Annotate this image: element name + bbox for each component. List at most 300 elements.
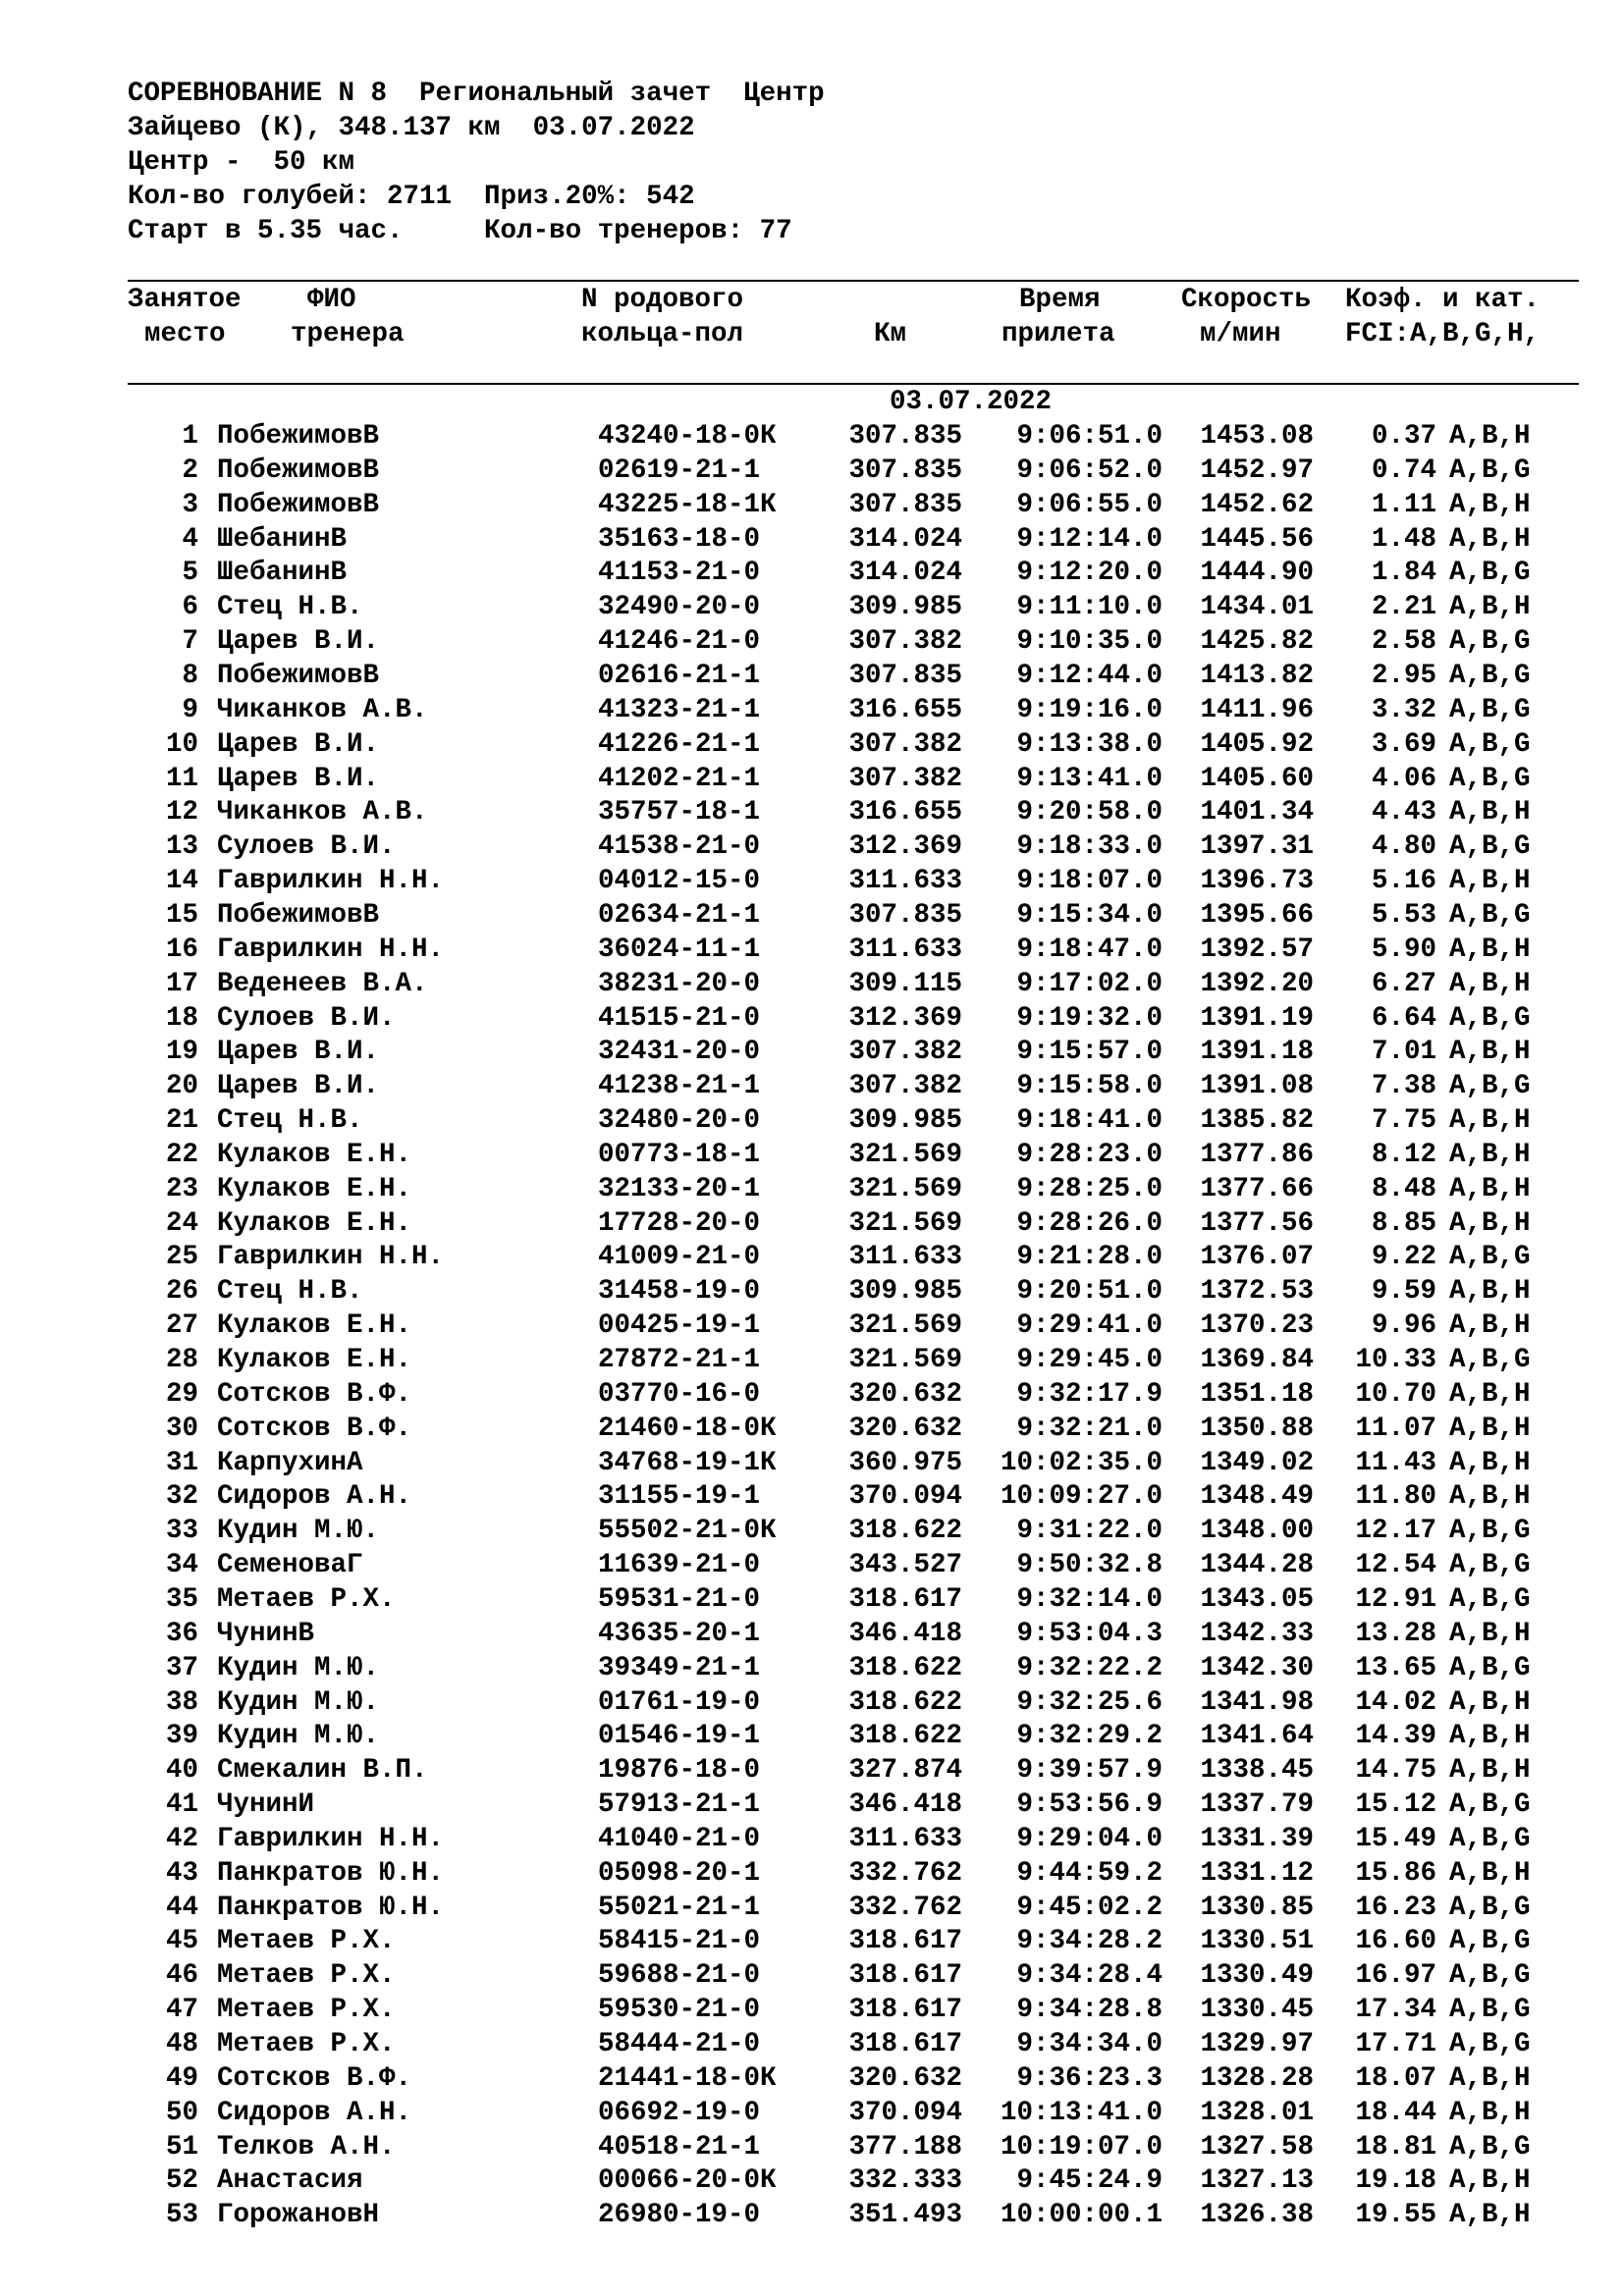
place-cell: 7 (182, 626, 198, 658)
speed-cell: 1377.66 (1200, 1173, 1314, 1204)
col-name-header-1: ФИО (307, 285, 356, 315)
place-cell: 18 (165, 1002, 198, 1034)
trainer-cell: Кулаков Е.Н. (217, 1173, 412, 1204)
speed-cell: 1376.07 (1200, 1242, 1314, 1273)
table-header-rule (128, 383, 1579, 385)
trainer-cell: КарпухинА (217, 1447, 363, 1478)
ring-cell: 19876-18-0 (598, 1755, 761, 1787)
coefficient-cell: 2.21 (1371, 592, 1436, 623)
place-cell: 29 (165, 1378, 198, 1410)
place-cell: 11 (165, 763, 198, 794)
speed-cell: 1342.33 (1200, 1618, 1314, 1649)
ring-cell: 32480-20-0 (598, 1105, 761, 1136)
arrival-cell: 9:20:58.0 (1016, 797, 1163, 828)
col-ring-header-2: кольца-пол (581, 319, 744, 349)
place-cell: 48 (165, 2028, 198, 2059)
category-cell: A,B,H (1449, 523, 1531, 555)
ring-cell: 41538-21-0 (598, 831, 761, 863)
ring-cell: 03770-16-0 (598, 1378, 761, 1410)
arrival-cell: 9:17:02.0 (1016, 968, 1163, 999)
distance-cell: 309.985 (848, 1105, 962, 1136)
arrival-cell: 9:15:57.0 (1016, 1037, 1163, 1068)
category-cell: A,B,G (1449, 1583, 1531, 1615)
category-cell: A,B,H (1449, 1173, 1531, 1204)
trainer-cell: ПобежимовВ (217, 421, 380, 452)
col-speed-header-1: Скорость (1181, 285, 1312, 315)
table-row (0, 2163, 1624, 2198)
distance-cell: 316.655 (848, 797, 962, 828)
trainer-cell: Кудин М.Ю. (217, 1516, 380, 1547)
arrival-cell: 9:18:41.0 (1016, 1105, 1163, 1136)
ring-cell: 32431-20-0 (598, 1037, 761, 1068)
coefficient-cell: 7.38 (1371, 1071, 1436, 1102)
ring-cell: 36024-11-1 (598, 934, 761, 965)
distance-cell: 307.835 (848, 454, 962, 486)
arrival-cell: 9:12:14.0 (1016, 523, 1163, 555)
ring-cell: 43240-18-0К (598, 421, 777, 452)
ring-cell: 17728-20-0 (598, 1207, 761, 1239)
ring-cell: 31155-19-1 (598, 1481, 761, 1513)
place-cell: 49 (165, 2062, 198, 2094)
table-row (0, 1788, 1624, 1822)
trainer-cell: Стец Н.В. (217, 1105, 363, 1136)
arrival-cell: 9:32:14.0 (1016, 1583, 1163, 1615)
place-cell: 46 (165, 1960, 198, 1992)
ring-cell: 38231-20-0 (598, 968, 761, 999)
distance-cell: 309.985 (848, 592, 962, 623)
arrival-cell: 9:20:51.0 (1016, 1276, 1163, 1308)
speed-cell: 1329.97 (1200, 2028, 1314, 2059)
coefficient-cell: 13.65 (1355, 1652, 1436, 1683)
coefficient-cell: 18.07 (1355, 2062, 1436, 2094)
distance-cell: 318.617 (848, 1926, 962, 1957)
distance-cell: 343.527 (848, 1550, 962, 1580)
arrival-cell: 9:29:04.0 (1016, 1823, 1163, 1854)
ring-cell: 43635-20-1 (598, 1618, 761, 1649)
coefficient-cell: 16.60 (1355, 1926, 1436, 1957)
ring-cell: 35757-18-1 (598, 797, 761, 828)
category-cell: A,B,G (1449, 763, 1531, 794)
distance-cell: 311.633 (848, 866, 962, 896)
speed-cell: 1391.18 (1200, 1037, 1314, 1068)
distance-cell: 307.382 (848, 763, 962, 794)
table-row (0, 1617, 1624, 1651)
col-ring-header-1: N родового (581, 285, 744, 315)
trainer-cell: Телков А.Н. (217, 2131, 396, 2163)
trainer-cell: Гаврилкин Н.Н. (217, 1823, 445, 1854)
place-cell: 31 (165, 1447, 198, 1478)
table-row (0, 1103, 1624, 1138)
col-time-header-1: Время (1019, 285, 1101, 315)
place-cell: 53 (165, 2200, 198, 2231)
competition-title: СОРЕВНОВАНИЕ N 8 Региональный зачет Центр (128, 79, 825, 109)
category-cell: A,B,G (1449, 1926, 1531, 1957)
speed-cell: 1444.90 (1200, 558, 1314, 589)
distance-cell: 320.632 (848, 1378, 962, 1410)
category-cell: A,B,G (1449, 1652, 1531, 1683)
trainer-cell: Панкратов Ю.Н. (217, 1857, 445, 1889)
ring-cell: 41040-21-0 (598, 1823, 761, 1854)
category-cell: A,B,H (1449, 1207, 1531, 1239)
place-cell: 23 (165, 1173, 198, 1204)
trainer-cell: Смекалин В.П. (217, 1755, 428, 1787)
coefficient-cell: 14.02 (1355, 1686, 1436, 1718)
category-cell: A,B,H (1449, 1105, 1531, 1136)
category-cell: A,B,H (1449, 968, 1531, 999)
distance-cell: 360.975 (848, 1447, 962, 1478)
coefficient-cell: 10.33 (1355, 1345, 1436, 1375)
ring-cell: 41246-21-0 (598, 626, 761, 658)
table-row (0, 1274, 1624, 1308)
col-coef-header-2: FCI:A,B,G,H, (1345, 319, 1541, 349)
place-cell: 21 (165, 1105, 198, 1136)
place-cell: 50 (165, 2097, 198, 2128)
speed-cell: 1453.08 (1200, 421, 1314, 452)
place-cell: 8 (182, 661, 198, 691)
speed-cell: 1341.64 (1200, 1721, 1314, 1752)
category-cell: A,B,H (1449, 2062, 1531, 2094)
arrival-cell: 9:29:45.0 (1016, 1345, 1163, 1375)
arrival-cell: 9:32:21.0 (1016, 1413, 1163, 1444)
distance-cell: 370.094 (848, 1481, 962, 1513)
trainer-cell: Метаев Р.Х. (217, 1995, 396, 2026)
distance-cell: 332.762 (848, 1857, 962, 1889)
category-cell: A,B,G (1449, 1550, 1531, 1580)
speed-cell: 1328.01 (1200, 2097, 1314, 2128)
speed-cell: 1330.85 (1200, 1892, 1314, 1923)
speed-cell: 1343.05 (1200, 1583, 1314, 1615)
ring-cell: 41226-21-1 (598, 728, 761, 760)
place-cell: 6 (182, 592, 198, 623)
arrival-cell: 9:15:34.0 (1016, 899, 1163, 931)
place-cell: 44 (165, 1892, 198, 1923)
trainer-cell: Гаврилкин Н.Н. (217, 866, 445, 896)
distance-cell: 321.569 (848, 1139, 962, 1170)
ring-cell: 41009-21-0 (598, 1242, 761, 1273)
distance-cell: 318.617 (848, 1995, 962, 2026)
distance-cell: 318.622 (848, 1721, 962, 1752)
coefficient-cell: 17.34 (1355, 1995, 1436, 2026)
coefficient-cell: 1.48 (1371, 523, 1436, 555)
col-name-header-2: тренера (291, 319, 405, 349)
table-row (0, 1924, 1624, 1958)
arrival-cell: 9:18:47.0 (1016, 934, 1163, 965)
table-row (0, 864, 1624, 898)
arrival-cell: 9:10:35.0 (1016, 626, 1163, 658)
arrival-cell: 9:34:28.4 (1016, 1960, 1163, 1992)
place-cell: 51 (165, 2131, 198, 2163)
arrival-cell: 9:12:44.0 (1016, 661, 1163, 691)
category-cell: A,B,G (1449, 1242, 1531, 1273)
trainer-cell: Метаев Р.Х. (217, 1926, 396, 1957)
coefficient-cell: 16.97 (1355, 1960, 1436, 1992)
distance-cell: 307.835 (848, 661, 962, 691)
trainer-cell: Сидоров А.Н. (217, 2097, 412, 2128)
ring-cell: 31458-19-0 (598, 1276, 761, 1308)
arrival-cell: 9:32:25.6 (1016, 1686, 1163, 1718)
arrival-cell: 9:12:20.0 (1016, 558, 1163, 589)
trainer-cell: Кулаков Е.Н. (217, 1139, 412, 1170)
birds-count-line: Кол-во голубей: 2711 Приз.20%: 542 (128, 182, 695, 212)
distance-cell: 370.094 (848, 2097, 962, 2128)
coefficient-cell: 14.75 (1355, 1755, 1436, 1787)
place-cell: 52 (165, 2165, 198, 2197)
speed-cell: 1330.45 (1200, 1995, 1314, 2026)
place-cell: 40 (165, 1755, 198, 1787)
speed-cell: 1392.57 (1200, 934, 1314, 965)
arrival-cell: 9:28:25.0 (1016, 1173, 1163, 1204)
place-cell: 24 (165, 1207, 198, 1239)
ring-cell: 41153-21-0 (598, 558, 761, 589)
arrival-cell: 9:34:28.2 (1016, 1926, 1163, 1957)
speed-cell: 1350.88 (1200, 1413, 1314, 1444)
distance-cell: 332.333 (848, 2165, 962, 2197)
table-row (0, 2027, 1624, 2061)
coefficient-cell: 7.75 (1371, 1105, 1436, 1136)
category-cell: A,B,G (1449, 626, 1531, 658)
coefficient-cell: 14.39 (1355, 1721, 1436, 1752)
speed-cell: 1391.08 (1200, 1071, 1314, 1102)
category-cell: A,B,G (1449, 694, 1531, 725)
arrival-cell: 10:09:27.0 (1000, 1481, 1163, 1513)
ring-cell: 57913-21-1 (598, 1789, 761, 1820)
table-row (0, 659, 1624, 693)
table-row (0, 2130, 1624, 2164)
arrival-cell: 9:18:07.0 (1016, 866, 1163, 896)
arrival-cell: 9:15:58.0 (1016, 1071, 1163, 1102)
trainer-cell: Анастасия (217, 2165, 363, 2197)
table-row (0, 2096, 1624, 2130)
table-row (0, 829, 1624, 864)
coefficient-cell: 12.17 (1355, 1516, 1436, 1547)
trainer-cell: Царев В.И. (217, 763, 380, 794)
trainer-cell: Кудин М.Ю. (217, 1721, 380, 1752)
speed-cell: 1331.39 (1200, 1823, 1314, 1854)
category-cell: A,B,H (1449, 1139, 1531, 1170)
category-cell: A,B,G (1449, 1345, 1531, 1375)
coefficient-cell: 19.55 (1355, 2200, 1436, 2231)
coefficient-cell: 15.12 (1355, 1789, 1436, 1820)
table-row (0, 1753, 1624, 1788)
start-line: Старт в 5.35 час. Кол-во тренеров: 77 (128, 216, 792, 246)
category-cell: A,B,G (1449, 454, 1531, 486)
distance-cell: 307.382 (848, 1037, 962, 1068)
trainer-cell: Сотсков В.Ф. (217, 1378, 412, 1410)
arrival-cell: 9:50:32.8 (1016, 1550, 1163, 1580)
distance-cell: 314.024 (848, 523, 962, 555)
speed-cell: 1401.34 (1200, 797, 1314, 828)
place-cell: 30 (165, 1413, 198, 1444)
place-cell: 1 (182, 421, 198, 452)
table-row (0, 1548, 1624, 1582)
place-cell: 27 (165, 1310, 198, 1342)
speed-cell: 1326.38 (1200, 2200, 1314, 2231)
category-cell: A,B,H (1449, 1276, 1531, 1308)
arrival-cell: 9:32:17.9 (1016, 1378, 1163, 1410)
table-row (0, 1377, 1624, 1412)
ring-cell: 04012-15-0 (598, 866, 761, 896)
coefficient-cell: 3.32 (1371, 694, 1436, 725)
place-cell: 35 (165, 1583, 198, 1615)
category-cell: A,B,H (1449, 592, 1531, 623)
table-row (0, 1308, 1624, 1343)
table-top-rule (128, 280, 1579, 282)
distance-cell: 312.369 (848, 831, 962, 863)
coefficient-cell: 15.49 (1355, 1823, 1436, 1854)
trainer-cell: Царев В.И. (217, 626, 380, 658)
trainer-cell: Царев В.И. (217, 1071, 380, 1102)
table-row (0, 898, 1624, 933)
category-cell: A,B,H (1449, 1413, 1531, 1444)
place-cell: 5 (182, 558, 198, 589)
category-cell: A,B,H (1449, 421, 1531, 452)
ring-cell: 58444-21-0 (598, 2028, 761, 2059)
trainer-cell: Кулаков Е.Н. (217, 1310, 412, 1342)
distance-cell: 311.633 (848, 1242, 962, 1273)
distance-cell: 321.569 (848, 1173, 962, 1204)
place-cell: 45 (165, 1926, 198, 1957)
ring-cell: 21460-18-0К (598, 1413, 777, 1444)
table-row (0, 1822, 1624, 1856)
arrival-cell: 9:53:56.9 (1016, 1789, 1163, 1820)
category-cell: A,B,H (1449, 1857, 1531, 1889)
speed-cell: 1370.23 (1200, 1310, 1314, 1342)
trainer-cell: ПобежимовВ (217, 899, 380, 931)
trainer-cell: ГорожановН (217, 2200, 380, 2231)
ring-cell: 01761-19-0 (598, 1686, 761, 1718)
arrival-cell: 9:06:52.0 (1016, 454, 1163, 486)
arrival-cell: 10:02:35.0 (1000, 1447, 1163, 1478)
category-cell: A,B,H (1449, 2097, 1531, 2128)
arrival-cell: 9:06:51.0 (1016, 421, 1163, 452)
trainer-cell: Метаев Р.Х. (217, 1583, 396, 1615)
speed-cell: 1348.49 (1200, 1481, 1314, 1513)
speed-cell: 1445.56 (1200, 523, 1314, 555)
speed-cell: 1351.18 (1200, 1378, 1314, 1410)
trainer-cell: Сотсков В.Ф. (217, 2062, 412, 2094)
speed-cell: 1337.79 (1200, 1789, 1314, 1820)
coefficient-cell: 12.54 (1355, 1550, 1436, 1580)
arrival-cell: 9:34:34.0 (1016, 2028, 1163, 2059)
place-cell: 47 (165, 1995, 198, 2026)
place-cell: 22 (165, 1139, 198, 1170)
arrival-cell: 9:28:23.0 (1016, 1139, 1163, 1170)
ring-cell: 41515-21-0 (598, 1002, 761, 1034)
arrival-cell: 9:13:38.0 (1016, 728, 1163, 760)
arrival-cell: 9:21:28.0 (1016, 1242, 1163, 1273)
trainer-cell: Гаврилкин Н.Н. (217, 1242, 445, 1273)
speed-cell: 1452.97 (1200, 454, 1314, 486)
trainer-cell: Кудин М.Ю. (217, 1686, 380, 1718)
speed-cell: 1328.28 (1200, 2062, 1314, 2094)
trainer-cell: СеменоваГ (217, 1550, 363, 1580)
trainer-cell: ПобежимовВ (217, 489, 380, 520)
speed-cell: 1338.45 (1200, 1755, 1314, 1787)
distance-cell: 321.569 (848, 1310, 962, 1342)
trainer-cell: Сотсков В.Ф. (217, 1413, 412, 1444)
trainer-cell: Сулоев В.И. (217, 1002, 396, 1034)
table-row (0, 488, 1624, 522)
arrival-cell: 10:13:41.0 (1000, 2097, 1163, 2128)
category-cell: A,B,H (1449, 2165, 1531, 2197)
coefficient-cell: 17.71 (1355, 2028, 1436, 2059)
coefficient-cell: 2.95 (1371, 661, 1436, 691)
category-cell: A,B,G (1449, 899, 1531, 931)
speed-cell: 1397.31 (1200, 831, 1314, 863)
category-cell: A,B,G (1449, 1789, 1531, 1820)
coefficient-cell: 3.69 (1371, 728, 1436, 760)
trainer-cell: Метаев Р.Х. (217, 1960, 396, 1992)
category-cell: A,B,H (1449, 489, 1531, 520)
table-row (0, 1958, 1624, 1993)
arrival-cell: 9:53:04.3 (1016, 1618, 1163, 1649)
ring-cell: 00425-19-1 (598, 1310, 761, 1342)
place-cell: 3 (182, 489, 198, 520)
arrival-cell: 9:29:41.0 (1016, 1310, 1163, 1342)
category-cell: A,B,G (1449, 2131, 1531, 2163)
distance-cell: 307.382 (848, 626, 962, 658)
table-row (0, 1069, 1624, 1103)
category-cell: A,B,G (1449, 728, 1531, 760)
trainer-cell: Стец Н.В. (217, 592, 363, 623)
coefficient-cell: 13.28 (1355, 1618, 1436, 1649)
category-cell: A,B,G (1449, 2028, 1531, 2059)
coefficient-cell: 7.01 (1371, 1037, 1436, 1068)
speed-cell: 1377.56 (1200, 1207, 1314, 1239)
table-row (0, 624, 1624, 659)
table-row (0, 762, 1624, 796)
distance-cell: 307.835 (848, 421, 962, 452)
ring-cell: 32133-20-1 (598, 1173, 761, 1204)
place-cell: 20 (165, 1071, 198, 1102)
distance-cell: 332.762 (848, 1892, 962, 1923)
place-cell: 14 (165, 866, 198, 896)
place-cell: 4 (182, 523, 198, 555)
coefficient-cell: 0.74 (1371, 454, 1436, 486)
table-row (0, 419, 1624, 454)
col-time-header-2: прилета (1001, 319, 1115, 349)
coefficient-cell: 11.07 (1355, 1413, 1436, 1444)
place-cell: 28 (165, 1345, 198, 1375)
category-cell: A,B,G (1449, 1002, 1531, 1034)
trainer-cell: ШебанинВ (217, 558, 348, 589)
ring-cell: 27872-21-1 (598, 1345, 761, 1375)
table-row (0, 556, 1624, 590)
table-row (0, 1446, 1624, 1480)
category-cell: A,B,G (1449, 558, 1531, 589)
ring-cell: 59530-21-0 (598, 1995, 761, 2026)
category-cell: A,B,H (1449, 2200, 1531, 2231)
ring-cell: 02634-21-1 (598, 899, 761, 931)
speed-cell: 1413.82 (1200, 661, 1314, 691)
speed-cell: 1425.82 (1200, 626, 1314, 658)
arrival-cell: 9:32:29.2 (1016, 1721, 1163, 1752)
distance-cell: 318.622 (848, 1652, 962, 1683)
category-cell: A,B,H (1449, 1721, 1531, 1752)
ring-cell: 05098-20-1 (598, 1857, 761, 1889)
table-row (0, 590, 1624, 624)
ring-cell: 41202-21-1 (598, 763, 761, 794)
distance-cell: 318.622 (848, 1686, 962, 1718)
distance-cell: 309.115 (848, 968, 962, 999)
table-row (0, 693, 1624, 727)
ring-cell: 55502-21-0К (598, 1516, 777, 1547)
trainer-cell: Царев В.И. (217, 728, 380, 760)
trainer-cell: ЧунинВ (217, 1618, 315, 1649)
ring-cell: 43225-18-1К (598, 489, 777, 520)
trainer-cell: ЧунинИ (217, 1789, 315, 1820)
place-cell: 32 (165, 1481, 198, 1513)
